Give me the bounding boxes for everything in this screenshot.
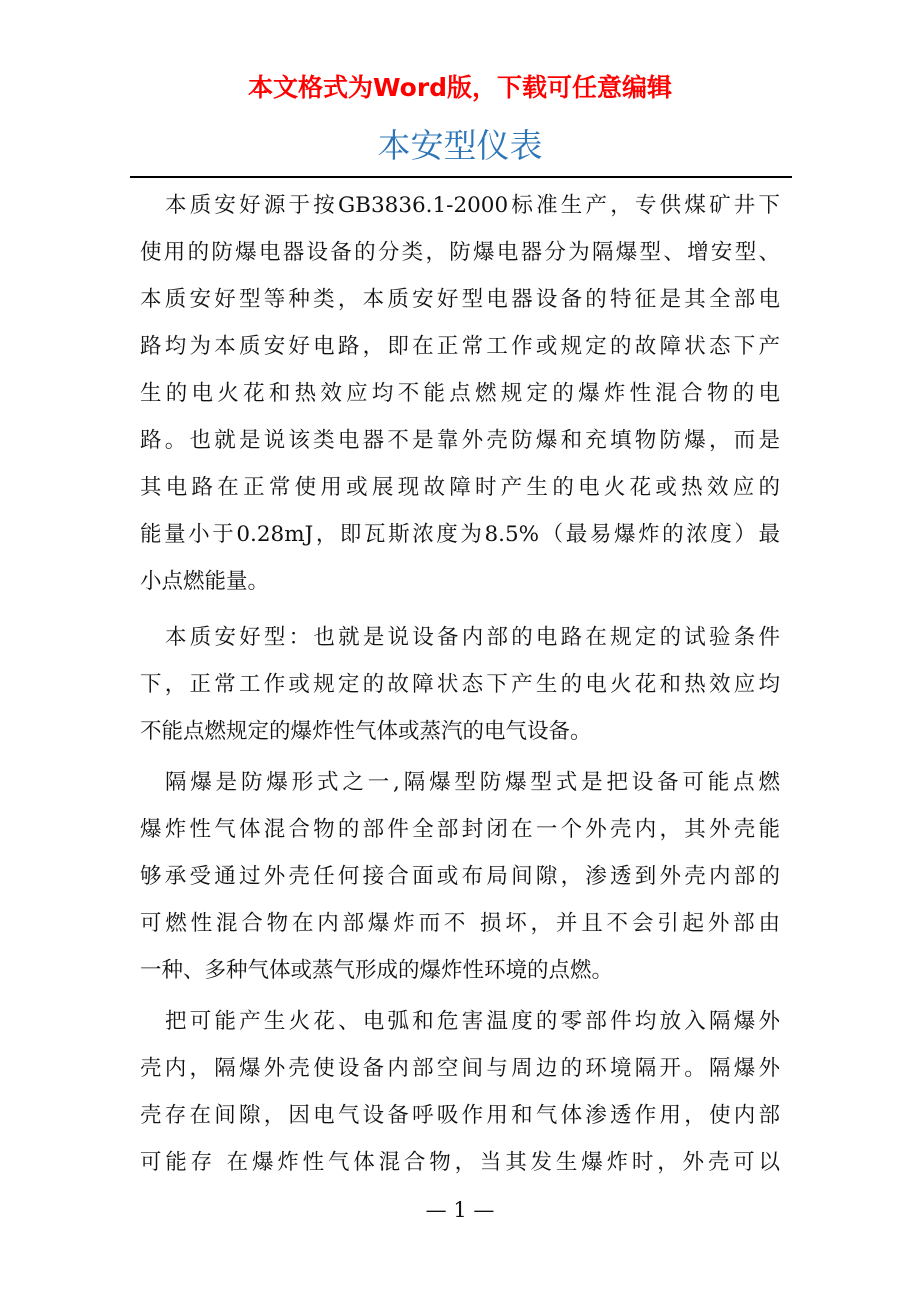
paragraph-3-line: 隔爆是防爆形式之一,隔爆型防爆型式是把设备可能点燃	[165, 770, 780, 795]
paragraph-1-line: 本质安好型等种类，本质安好型电器设备的特征是其全部电	[140, 287, 780, 312]
title-divider	[130, 176, 792, 178]
paragraph-1-line: 本质安好源于按GB3836.1-2000标准生产，专供煤矿井下	[165, 193, 780, 218]
paragraph-4-line: 壳存在间隙，因电气设备呼吸作用和气体渗透作用，使内部	[140, 1103, 780, 1128]
paragraph-3-line: 一种、多种气体或蒸气形成的爆炸性环境的点燃。	[140, 958, 614, 983]
page-number: — 1 —	[425, 1198, 495, 1222]
paragraph-2-line: 下，正常工作或规定的故障状态下产生的电火花和热效应均	[140, 672, 780, 697]
paragraph-1-line: 使用的防爆电器设备的分类，防爆电器分为隔爆型、增安型、	[140, 240, 780, 265]
paragraph-4-line: 把可能产生火花、电弧和危害温度的零部件均放入隔爆外	[165, 1009, 780, 1034]
format-notice-banner: 本文格式为Word版，下载可任意编辑	[247, 73, 673, 102]
paragraph-4-line: 可能存 在爆炸性气体混合物，当其发生爆炸时，外壳可以	[140, 1150, 780, 1175]
document-title: 本安型仪表	[377, 126, 543, 165]
paragraph-3-line: 爆炸性气体混合物的部件全部封闭在一个外壳内，其外壳能	[140, 817, 780, 842]
paragraph-1-line: 能量小于0.28mJ，即瓦斯浓度为8.5%（最易爆炸的浓度）最	[140, 522, 780, 547]
paragraph-4-line: 壳内，隔爆外壳使设备内部空间与周边的环境隔开。隔爆外	[140, 1056, 780, 1081]
paragraph-1-line: 路均为本质安好电路，即在正常工作或规定的故障状态下产	[140, 334, 780, 359]
paragraph-1-line: 生的电火花和热效应均不能点燃规定的爆炸性混合物的电	[140, 381, 780, 406]
paragraph-2-line: 不能点燃规定的爆炸性气体或蒸汽的电气设备。	[140, 719, 592, 744]
paragraph-1-line: 小点燃能量。	[140, 569, 270, 594]
paragraph-3-line: 够承受通过外壳任何接合面或布局间隙，渗透到外壳内部的	[140, 864, 780, 889]
paragraph-1-line: 路。也就是说该类电器不是靠外壳防爆和充填物防爆，而是	[140, 428, 780, 453]
paragraph-2-line: 本质安好型：也就是说设备内部的电路在规定的试验条件	[165, 625, 780, 650]
paragraph-1-line: 其电路在正常使用或展现故障时产生的电火花或热效应的	[140, 475, 780, 500]
paragraph-3-line: 可燃性混合物在内部爆炸而不 损坏，并且不会引起外部由	[140, 911, 780, 936]
